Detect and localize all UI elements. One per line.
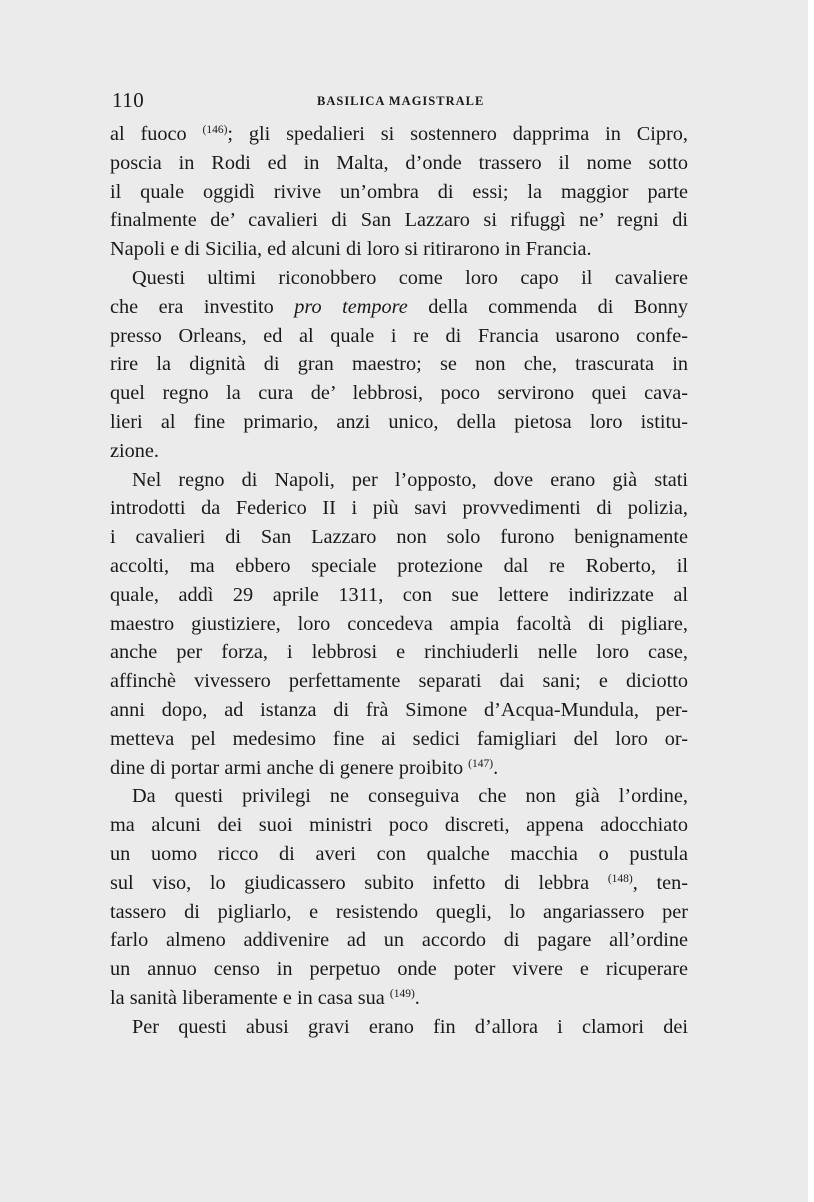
text-run: , ten- [632, 871, 688, 894]
paragraph-5 [110, 1013, 688, 1042]
text-line: un uomo ricco di averi con qualche macchia o pustula [110, 842, 688, 865]
text-line: poscia in Rodi ed in Malta, d’onde trassero il nome sotto [110, 151, 688, 174]
text-run: . [414, 986, 420, 1009]
text-line [110, 120, 688, 149]
text-line: il quale oggidì rivive un’ombra di essi; la maggior parte [110, 180, 688, 203]
text-line: accolti, ma ebbero speciale protezione dal re Roberto, il [110, 554, 688, 577]
text-run: della commenda di Bonny [407, 295, 688, 318]
text-line: tassero di pigliarlo, e resistendo quegli, lo angariassero per [110, 900, 688, 923]
text-line: maestro giustiziere, loro concedeva ampia facoltà di pigliare, [110, 612, 688, 635]
page-edge [808, 0, 814, 1202]
text-run: ; gli spedalieri si sostennero dapprima in Cipro, [227, 123, 688, 145]
paragraph-3 [110, 466, 688, 783]
text-line: metteva pel medesimo fine ai sedici famigliari del loro or- [110, 727, 688, 750]
text-line: quel regno la cura de’ lebbrosi, poco servirono quei cava- [110, 382, 688, 405]
text-line: ma alcuni dei suoi ministri poco discreti, appena adocchiato [110, 814, 688, 837]
page-header [112, 88, 690, 116]
paragraph-2 [110, 264, 688, 466]
footnote-ref-146: (146) [202, 124, 228, 136]
footnote-ref-148: (148) [607, 872, 633, 885]
text-line: lieri al fine primario, anzi unico, della pietosa loro istitu- [110, 410, 688, 433]
text-run: al fuoco [110, 123, 203, 145]
text-line: un annuo censo in perpetuo onde poter vivere e ricuperare [110, 958, 688, 981]
text-line: Da questi privilegi ne conseguiva che non già l’ordine, [132, 785, 688, 808]
paragraph-4 [110, 782, 688, 1012]
text-line: anni dopo, ad istanza di frà Simone d’Acqua-Mundula, per- [110, 698, 688, 721]
text-line: quale, addì 29 aprile 1311, con sue lettere indirizzate al [110, 583, 688, 606]
text-line [110, 984, 688, 1013]
text-line: rire la dignità di gran maestro; se non che, trascurata in [110, 353, 688, 376]
text-line: Per questi abusi gravi erano fin d’allora i clamori dei [132, 1015, 688, 1038]
footnote-ref-149: (149) [389, 987, 415, 1000]
italic-phrase: pro tempore [294, 295, 408, 318]
text-line [110, 869, 688, 898]
text-line: anche per forza, i lebbrosi e rinchiuderli nelle loro case, [110, 641, 688, 664]
text-run: sul viso, lo giudicassero subito infetto di lebbra [110, 871, 608, 894]
text-run: la sanità liberamente e in casa sua [110, 986, 390, 1009]
text-line [110, 754, 688, 783]
text-line: i cavalieri di San Lazzaro non solo furono benignamente [110, 526, 688, 549]
text-run: dine di portar armi anche di genere proibito [110, 756, 469, 779]
text-line: Questi ultimi riconobbero come loro capo il cavaliere [132, 266, 688, 289]
text-line: Nel regno di Napoli, per l’opposto, dove erano già stati [132, 468, 688, 491]
text-line: presso Orleans, ed al quale i re di Francia usarono confe- [110, 324, 688, 347]
text-line: farlo almeno addivenire ad un accordo di pagare all’ordine [110, 929, 688, 952]
text-line [110, 293, 688, 322]
text-run: . [493, 756, 499, 779]
text-line: introdotti da Federico II i più savi provvedimenti di polizia, [110, 497, 688, 520]
footnote-ref-147: (147) [468, 757, 494, 770]
text-run: che era investito [110, 295, 295, 318]
text-line: Napoli e di Sicilia, ed alcuni di loro si ritirarono in Francia. [110, 238, 592, 261]
body-text [110, 120, 688, 1042]
paragraph-1 [110, 120, 688, 264]
text-line: zione. [110, 439, 159, 462]
running-title: BASILICA MAGISTRALE [317, 94, 485, 108]
text-line: affinchè vivessero perfettamente separati dai sani; e diciotto [110, 670, 688, 693]
page-number: 110 [112, 88, 145, 112]
text-line: finalmente de’ cavalieri di San Lazzaro si rifuggì ne’ regni di [110, 209, 688, 232]
